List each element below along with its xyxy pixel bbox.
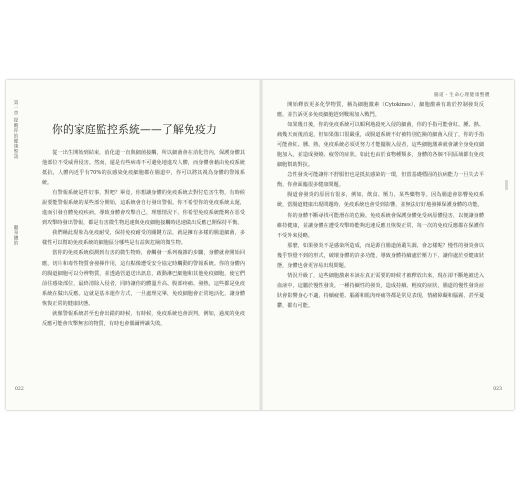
- right-page: [263, 80, 514, 410]
- paragraph: 開始釋放更多化學物質，稱為細胞激素（Cytokines），細胞激素有助於控制發炎反應，並告訴更多免疫細胞趕到戰場加入戰鬥。: [277, 102, 484, 119]
- side-chapter-title: 提醒你的健康警訊: [13, 117, 18, 160]
- page-number-left: 022: [15, 387, 24, 392]
- page-number-right: 023: [493, 387, 502, 392]
- paragraph: 從一出生開始到結束，消化道一直與細菌接觸，所以細菌會在消化管內，保護身體其他部位不受威脅侵害。然而，還是有些病毒不可避免地進攻人體，而身體會藉由免疫系統抵抗，人體內近乎有70%的抗感染免疫細胞都在腸道中，你可以將其視為身體的警報系統。: [42, 150, 245, 187]
- paragraph: 有警報系統是件好事，對吧？畢竟，你想讓身體的免疫系統去對付危害生物，有時候說要能警報系統的某些部分開始，這系統會自行發出警報。你不希望你的免疫系統太遲，進而引發自體免疫疾病，導致身體會攻擊自己，理想情況下，你希望免疫系統能夠在惡受到攻擊時發出警報，都是有害微生物迅速與免疫細胞接觸時迅速做出反應已開保持平衡。: [42, 190, 245, 227]
- paragraph: 如果幾日後，你的免疫系統可以順利地殺死入侵的細菌，你的手指可能會紅、腫、熱、痛幾天而後消退，但如果傷口很嚴重，或腸道系統不好被特別危險的細菌入侵了，你的手指可能會紅、腫、熱，免疫系統必須更努力才能擺脫入侵者，這些細胞激素就會讓全身免疫細胞加入，並造成發燒、疲勞的症狀。如此也由於食物種類多，身體的各個不同區域都有免疫細胞幫助對抗。: [277, 122, 484, 169]
- side-section-label: 聽身體的: [13, 225, 18, 247]
- paragraph: 腸道會發炎的原因有很多，例如，飲食、壓力、某些藥物等。因為腸道會影響免疫系統，當腸道健康出現問題時，免疫系統也會受到影響，並無法好好地發揮保護身體的功能。: [277, 192, 484, 209]
- book-spread: [6, 80, 514, 410]
- paragraph: 我們稱此現象為免疫耐受，保持免疫耐受的關鍵方法，就是擁有多樣的腸道細菌，多樣性可以幫助免疫系統的細胞區分哪些是有益與危險的微生物。: [42, 230, 245, 247]
- paragraph: 情況升級了，這些細胞激素本該在真正需要的時候才被釋放出來，現在卻不斷地被送入血液中，這屬於慢性發炎。一種持續性的發炎，造成持續、輕度的症狀，腸道的慢性發炎症狀會影響身心不適，持續疲倦、腦霧和肌肉疼痛等都是常見表現，情緒障礙和腦霧，甚至憂鬱，都有可能。: [277, 272, 484, 309]
- section-title: 你的家庭監控系統——了解免疫力: [52, 123, 217, 136]
- paragraph: 那麼，如果發炎不是感染所造成，而是源自腸道菌叢失調，會怎樣呢？慢性的發炎會以幾乎察覺不到的形式，破壞身體的許多功能，導致身體持續處於壓力下，讓你處於亞健康狀態，身體也會更容易出現問題。: [277, 242, 484, 269]
- right-body-text: [277, 100, 484, 311]
- paragraph: 就像警報系統甚至也會出錯的時候，有時候，免疫系統也會誤判，例如，過度的免疫反應可能會攻擊無害的物質，有時也會偶爾辨識失敗。: [42, 310, 245, 327]
- running-header: 腸道・生命心理健康整體: [433, 93, 490, 98]
- paragraph: 你的身體不斷尋找可能潛在的危險。免疫系統會保護身體免受病原體侵害，以便讓身體維持健康，並讓身體在遭受攻擊時能夠迅速反應且恢復正常，每一次的免疫反應都在保護你不受外來侵略。: [277, 212, 484, 239]
- left-body-text: [42, 148, 245, 329]
- paragraph: 急性發炎可能讓你不舒服但也是抵抗感染的一環，但當基礎穩固的抗病能力一旦失去平衡，你會面臨很多健康問題。: [277, 172, 484, 189]
- paragraph: 當你的免疫系統偵測到有害的微生物時，會觸發一系列複雜的步驟，身體就會開始回應，切片和毒性物質會發揮作用，這有點像遭受安全協定時觸動的警報系統。你的身體內的腸道細胞可以分辨物質，並透過管道送出訊息，啟動淋巴細胞和其他免疫細胞，使它們前往感染部位，最終清除入侵者，同時讓你的體溫升高、腹部疼痛、發熱，這些都是免疫系統在做出反應。這就是基本運作方式，一旦處理完畢，免疫細胞會正常地活化，讓身體恢復正常的健康狀態。: [42, 250, 245, 307]
- side-chapter-label: 第一章: [13, 100, 18, 116]
- chapter-thumb-tab: [505, 180, 508, 190]
- left-page: [6, 80, 259, 410]
- side-running-head: [11, 100, 20, 246]
